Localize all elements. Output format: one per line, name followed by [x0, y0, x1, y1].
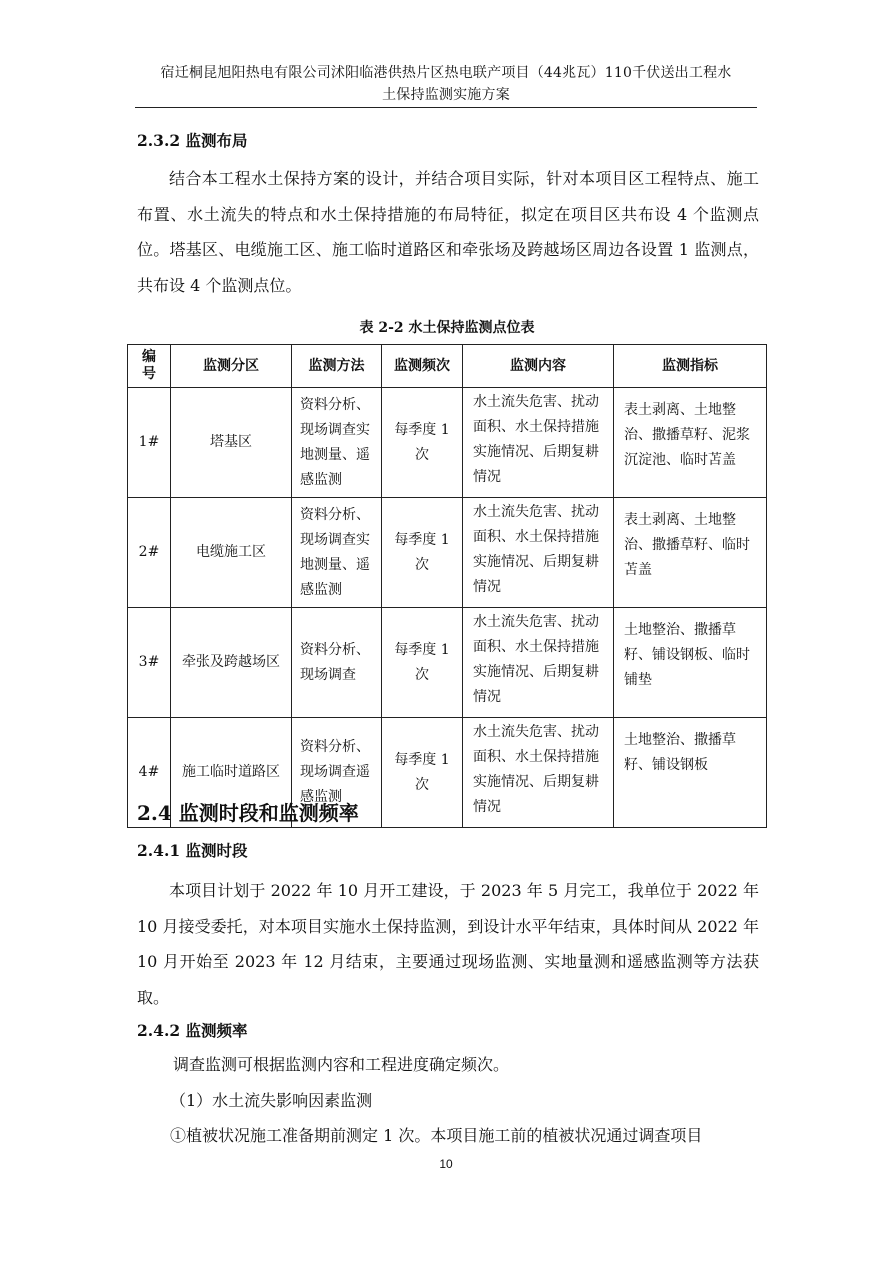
- section-2-3-2-title: 2.3.2 监测布局: [137, 131, 248, 150]
- cell-zone: 电缆施工区: [171, 498, 292, 608]
- cell-frequency: 每季度 1 次: [382, 608, 463, 718]
- page-number: 10: [439, 1157, 453, 1171]
- table-header-row: [128, 345, 767, 388]
- table-row: [128, 498, 767, 608]
- frequency-intro-line: 调查监测可根据监测内容和工程进度确定频次。: [173, 1055, 510, 1074]
- cell-index: 土地整治、撒播草籽、铺设钢板: [614, 718, 767, 828]
- header-line-1: 宿迁桐昆旭阳热电有限公司沭阳临港供热片区热电联产项目（44兆瓦）110千伏送出工程水: [160, 65, 732, 81]
- col-header-index: 监测指标: [614, 345, 767, 388]
- cell-id: 1#: [128, 388, 171, 498]
- frequency-item-1: （1）水土流失影响因素监测: [170, 1091, 373, 1110]
- cell-zone: 塔基区: [171, 388, 292, 498]
- col-header-frequency: 监测频次: [382, 345, 463, 388]
- cell-zone: 施工临时道路区: [171, 718, 292, 828]
- cell-method: 资料分析、现场调查遥感监测: [292, 718, 382, 828]
- cell-frequency: 每季度 1 次: [382, 718, 463, 828]
- section-2-3-2-paragraph: 结合本工程水土保持方案的设计，并结合项目实际，针对本项目区工程特点、施工布置、水土流失的特点和水土保持措施的布局特征，拟定在项目区共布设 4 个监测点位。塔基区、电缆施工区、施工临时道路区和牵张场及跨越场区周边各设置 1 监测点，共布设 4 个监测点位。: [137, 169, 759, 295]
- col-header-content: 监测内容: [463, 345, 614, 388]
- header-line-2: 土保持监测实施方案: [382, 87, 510, 103]
- frequency-item-1-1: ①植被状况施工准备期前测定 1 次。本项目施工前的植被状况通过调查项目: [170, 1126, 703, 1145]
- cell-method: 资料分析、现场调查: [292, 608, 382, 718]
- cell-index: 土地整治、撒播草籽、铺设钢板、临时铺垫: [614, 608, 767, 718]
- section-2-4-2-title: 2.4.2 监测频率: [137, 1021, 248, 1040]
- cell-method: 资料分析、现场调查实地测量、遥感监测: [292, 498, 382, 608]
- cell-content: 水土流失危害、扰动面积、水土保持措施实施情况、后期复耕情况: [463, 718, 614, 828]
- col-header-id: 编号: [128, 345, 171, 388]
- col-header-zone: 监测分区: [171, 345, 292, 388]
- cell-frequency: 每季度 1 次: [382, 388, 463, 498]
- section-2-4-title: 2.4 监测时段和监测频率: [137, 801, 359, 825]
- col-header-method: 监测方法: [292, 345, 382, 388]
- cell-id: 4#: [128, 718, 171, 828]
- table-row: [128, 388, 767, 498]
- table-row: [128, 608, 767, 718]
- cell-id: 2#: [128, 498, 171, 608]
- cell-content: 水土流失危害、扰动面积、水土保持措施实施情况、后期复耕情况: [463, 388, 614, 498]
- cell-content: 水土流失危害、扰动面积、水土保持措施实施情况、后期复耕情况: [463, 498, 614, 608]
- cell-frequency: 每季度 1 次: [382, 498, 463, 608]
- monitoring-points-table: [127, 344, 767, 828]
- cell-zone: 牵张及跨越场区: [171, 608, 292, 718]
- cell-index: 表土剥离、土地整治、撒播草籽、临时苫盖: [614, 498, 767, 608]
- section-2-4-1-title: 2.4.1 监测时段: [137, 841, 248, 860]
- table-caption: 表 2-2 水土保持监测点位表: [359, 320, 535, 336]
- cell-index: 表土剥离、土地整治、撒播草籽、泥浆沉淀池、临时苫盖: [614, 388, 767, 498]
- cell-id: 3#: [128, 608, 171, 718]
- cell-content: 水土流失危害、扰动面积、水土保持措施实施情况、后期复耕情况: [463, 608, 614, 718]
- header-rule: [135, 107, 757, 108]
- cell-method: 资料分析、现场调查实地测量、遥感监测: [292, 388, 382, 498]
- page-header: [135, 62, 757, 106]
- section-2-4-1-paragraph: 本项目计划于 2022 年 10 月开工建设，于 2023 年 5 月完工，我单位于 2022 年 10 月接受委托，对本项目实施水土保持监测，到设计水平年结束，具体时间从 2022 年 10 月开始至 2023 年 12 月结束，主要通过现场监测、实地量测和遥感监测等方法获取。: [137, 881, 759, 1007]
